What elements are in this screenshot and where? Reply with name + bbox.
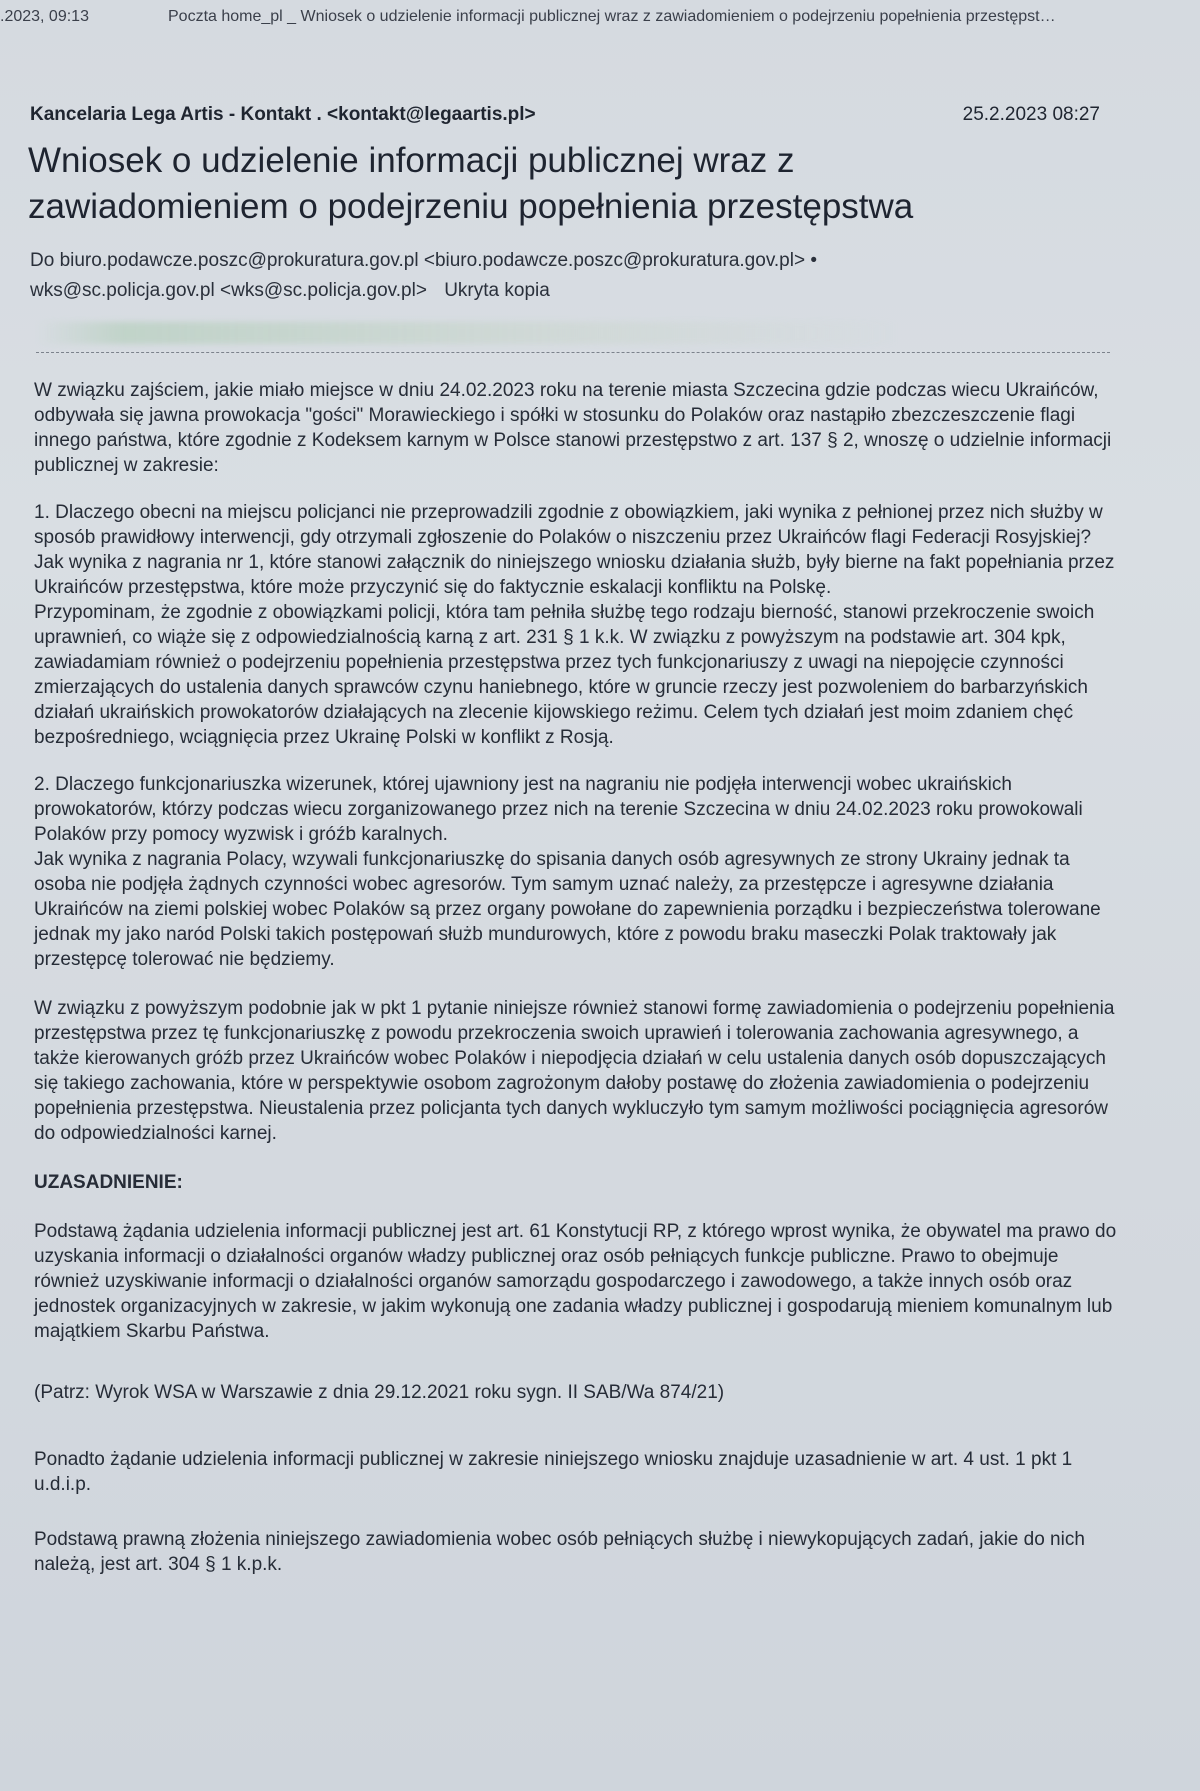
print-date: .2023, 09:13 xyxy=(0,8,89,25)
email-meta xyxy=(30,104,1160,130)
bcc-label: Ukryta kopia xyxy=(444,280,550,301)
email-body xyxy=(34,378,1119,1577)
point-1: 1. Dlaczego obecni na miejscu policjanci nie przeprowadzili zgodnie z obowiązkiem, jaki wynika z pełnionej przez nich służby w sposób prawidłowy interwencji, gdy otrzymali zgłoszenie do Polaków o niszczeniu przez Ukraińców flagi Federacji Rosyjskiej? Jak wynika z nagrania nr 1, które stanowi załącznik do niniejszego wniosku działania służb, były bierne na fakt popełniania przez Ukraińców przestępstwa, które może przyczynić się do faktycznie eskalacji konfliktu na Polskę. xyxy=(34,502,1115,598)
paragraph-3: W związku z powyższym podobnie jak w pkt 1 pytanie niniejsze również stanowi formę zawiadomienia o podejrzeniu popełnienia przestępstwa przez tę funkcjonariuszkę z powodu przekroczenia swoich uprawień i tolerowania zachowania agresywnego, a także kierowanych gróźb przez Ukraińców wobec Polaków i niepodjęcia działań w celu ustalenia danych osób dopuszczających się takiego zachowania, które w perspektywie osobom zagrożonym dałoby postawę do złożenia zawiadomienia o podejrzeniu popełnienia przestępstwa. Nieustalenia przez policjanta tych danych wykluczyło tym samym możliwości pociągnięcia agresorów do odpowiedzialności karnej. xyxy=(34,998,1115,1144)
sender: Kancelaria Lega Artis - Kontakt . <kontakt@legaartis.pl> xyxy=(30,104,536,125)
subject-line-2: zawiadomieniem o podejrzeniu popełnienia przestępstwa xyxy=(28,187,914,226)
recipients xyxy=(30,246,1030,306)
intro-paragraph: W związku zajściem, jakie miało miejsce w dniu 24.02.2023 roku na terenie miasta Szczecina gdzie podczas wiecu Ukraińców, odbywała się jawna prowokacja "gości" Morawieckiego i spółki w stosunku do Polaków oraz nastąpiło zbezczeszczenie flagi innego państwa, które zgodnie z Kodeksem karnym w Polsce stanowi przestępstwo z art. 137 § 2, wnoszę o udzielnie informacji publicznej w zakresie: xyxy=(34,380,1112,476)
subject-line-1: Wniosek o udzielenie informacji publicznej wraz z xyxy=(28,141,795,180)
point-2-continuation: Jak wynika z nagrania Polacy, wzywali funkcjonariuszkę do spisania danych osób agresywnych ze strony Ukrainy jednak ta osoba nie podjęła żądnych czynności wobec agresorów. Tym samym uznać należy, za przestępcze i agresywne działania Ukraińców na ziemi polskiej wobec Polaków są przez organy powołane do zapewnienia porządku i bezpieczeństwa tolerowane jednak my jako naród Polski takich postępowań służb mundurowych, które z powodu braku maseczki Polak traktowały jak przestępcę tolerować nie będziemy. xyxy=(34,849,1101,970)
justification-paragraph: Podstawą żądania udzielenia informacji publicznej jest art. 61 Konstytucji RP, z którego wprost wynika, że obywatel ma prawo do uzyskania informacji o działalności organów władzy publicznej oraz osób pełniących funkcje publiczne. Prawo to obejmuje również uzyskiwanie informacji o działalności organów samorządu gospodarczego i zawodowego, a także innych osób oraz jednostek organizacyjnych w zakresie, w jakim wykonują one zadania władzy publicznej i gospodarują mieniem komunalnym lub majątkiem Skarbu Państwa. xyxy=(34,1221,1117,1342)
point-1-continuation: Przypominam, że zgodnie z obowiązkami policji, która tam pełniła służbę tego rodzaju bierność, stanowi przekroczenie swoich uprawnień, co wiąże się z odpowiedzialnością karną z art. 231 § 1 k.k. W związku z powyższym na podstawie art. 304 kpk, zawiadamiam również o podejrzeniu popełnienia przestępstwa przez tych funkcjonariuszy z uwagi na niepojęcie czynności zmierzających do ustalenia danych sprawców czynu haniebnego, które w gruncie rzeczy jest pozwoleniem do barbarzyńskich działań ukraińskich prowokatorów działających na zlecenie kijowskiego reżimu. Celem tych działań jest moim zdaniem chęć bezpośredniego, wciągnięcia przez Ukrainę Polski w konflikt z Rosją. xyxy=(34,602,1095,748)
recipients-line-1: Do biuro.podawcze.poszc@prokuratura.gov.pl <biuro.podawcze.poszc@prokuratura.gov.pl> • xyxy=(30,250,817,271)
divider xyxy=(36,352,1110,353)
print-title: Poczta home_pl _ Wniosek o udzielenie informacji publicznej wraz z zawiadomieniem o podejrzeniu popełnienia przestępst… xyxy=(168,8,1056,25)
legal-basis-paragraph: Podstawą prawną złożenia niniejszego zawiadomienia wobec osób pełniących służbę i niewykopujących zadań, jakie do nich należą, jest art. 304 § 1 k.p.k. xyxy=(34,1529,1085,1575)
blurred-bcc-addresses xyxy=(38,322,898,344)
email-subject xyxy=(28,138,1028,230)
recipients-line-2: wks@sc.policja.gov.pl <wks@sc.policja.gov.pl> xyxy=(30,280,427,301)
point-2: 2. Dlaczego funkcjonariuszka wizerunek, której ujawniony jest na nagraniu nie podjęła interwencji wobec ukraińskich prowokatorów, którzy podczas wiecu zorganizowanego przez nich na terenie Szczecina w dniu 24.02.2023 roku prowokowali Polaków przy pomocy wyzwisk i gróźb karalnych. xyxy=(34,774,1083,845)
udip-paragraph: Ponadto żądanie udzielenia informacji publicznej w zakresie niniejszego wniosku znajduje uzasadnienie w art. 4 ust. 1 pkt 1 u.d.i.p. xyxy=(34,1449,1073,1495)
citation: (Patrz: Wyrok WSA w Warszawie z dnia 29.12.2021 roku sygn. II SAB/Wa 874/21) xyxy=(34,1382,725,1403)
justification-heading: UZASADNIENIE: xyxy=(34,1172,183,1193)
email-date: 25.2.2023 08:27 xyxy=(962,104,1100,125)
print-header xyxy=(0,8,1200,32)
